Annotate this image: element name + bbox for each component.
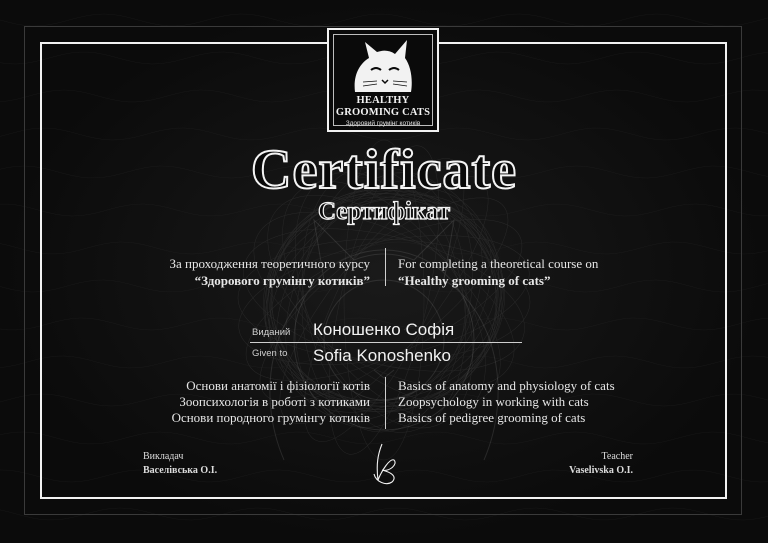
logo-title-line2: GROOMING CATS — [335, 107, 431, 118]
signature — [368, 440, 404, 486]
course-en-line1: For completing a theoretical course on — [398, 256, 599, 271]
given-label-ua: Виданий — [252, 327, 291, 338]
course-ua-line1: За проходження теоретичного курсу — [169, 256, 370, 271]
teacher-name-ua: Васелівська О.І. — [143, 465, 218, 476]
topic-ua-item: Зоопсихологія в роботі з котиками — [179, 394, 370, 409]
course-ua — [100, 255, 370, 289]
frame-top-left — [40, 42, 327, 44]
frame-left — [40, 42, 42, 499]
course-en-line2: “Healthy grooming of cats” — [398, 273, 551, 288]
topic-en-item: Zoopsychology in working with cats — [398, 394, 589, 409]
teacher-en — [520, 450, 633, 478]
course-en — [398, 255, 698, 289]
topic-ua-item: Основи анатомії і фізіології котів — [186, 378, 370, 393]
certificate-subtitle: Сертифікат — [317, 198, 451, 225]
topics-ua — [100, 378, 370, 426]
cat-head-icon — [349, 36, 417, 94]
logo-title-line1: HEALTHY — [356, 95, 410, 106]
topic-en-item: Basics of anatomy and physiology of cats — [398, 378, 615, 393]
teacher-label-ua: Викладач — [143, 451, 184, 462]
topic-ua-item: Основи породного грумінгу котиків — [171, 410, 370, 425]
topics-en — [398, 378, 698, 426]
course-divider — [385, 248, 386, 286]
frame-top-right — [439, 42, 727, 44]
topics-divider — [385, 377, 386, 429]
given-label-en: Given to — [252, 348, 288, 359]
teacher-name-en: Vaselivska O.I. — [569, 465, 633, 476]
recipient-line — [250, 342, 522, 343]
frame-bottom — [40, 497, 727, 499]
teacher-ua — [143, 450, 217, 478]
certificate-title: Certificate — [251, 139, 517, 201]
teacher-label-en: Teacher — [601, 451, 633, 462]
course-ua-line2: “Здорового грумінгу котиків” — [194, 273, 370, 288]
topic-en-item: Basics of pedigree grooming of cats — [398, 410, 586, 425]
brand-logo — [327, 28, 439, 132]
frame-right — [725, 42, 727, 499]
recipient-name-en: Sofia Konoshenko — [313, 346, 451, 365]
recipient-name-ua: Коношенко Софія — [313, 320, 455, 339]
logo-tagline: Здоровий грумінг котиків — [345, 120, 421, 127]
